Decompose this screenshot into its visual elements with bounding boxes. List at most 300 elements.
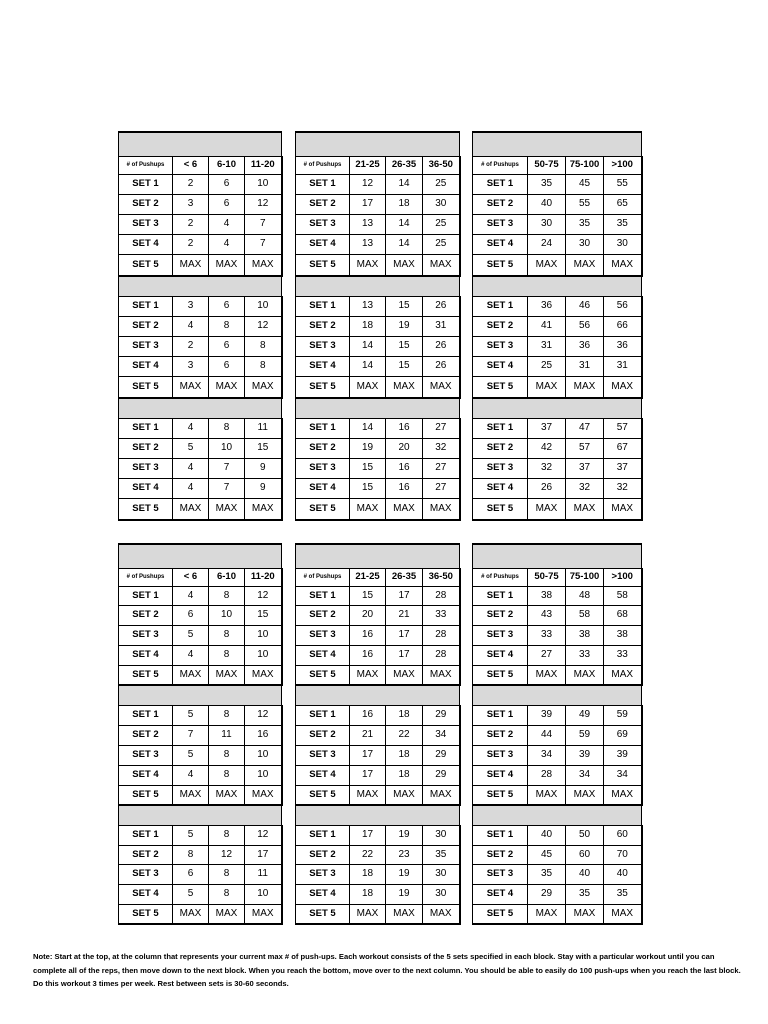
set-row xyxy=(473,785,642,805)
rep-count-cell: 16 xyxy=(350,625,386,645)
block-separator xyxy=(119,276,282,296)
rep-count-cell: 17 xyxy=(350,194,386,214)
set-row xyxy=(296,705,460,725)
rep-count-cell: 16 xyxy=(350,705,386,725)
rep-count-cell: 35 xyxy=(423,845,460,864)
workout-table xyxy=(118,543,283,925)
rep-count-cell: 7 xyxy=(173,725,209,745)
rep-count-cell: 13 xyxy=(350,214,386,234)
workout-table xyxy=(295,543,461,925)
rep-count-cell: 4 xyxy=(173,316,209,336)
table-title-bar xyxy=(473,544,642,568)
rep-count-cell: 6 xyxy=(209,174,245,194)
range-header: 6-10 xyxy=(209,568,245,586)
set-label: SET 1 xyxy=(119,418,173,438)
rep-count-cell: 2 xyxy=(173,174,209,194)
set-label: SET 4 xyxy=(473,356,528,376)
rep-count-cell: 56 xyxy=(604,296,642,316)
set-row xyxy=(473,605,642,625)
rep-count-cell: MAX xyxy=(386,376,423,398)
set-label: SET 5 xyxy=(296,498,350,520)
rep-count-cell: 38 xyxy=(604,625,642,645)
rep-count-cell: 14 xyxy=(386,234,423,254)
rep-count-cell: 28 xyxy=(423,625,460,645)
rep-count-cell: 30 xyxy=(604,234,642,254)
rep-count-cell: MAX xyxy=(528,904,566,924)
pushups-header-label: # of Pushups xyxy=(473,156,528,174)
rep-count-cell: 66 xyxy=(604,316,642,336)
rep-count-cell: MAX xyxy=(604,376,642,398)
rep-count-cell: 17 xyxy=(386,586,423,605)
rep-count-cell: 21 xyxy=(386,605,423,625)
rep-count-cell: 15 xyxy=(245,605,282,625)
rep-count-cell: 8 xyxy=(209,586,245,605)
range-header: 36-50 xyxy=(423,568,460,586)
block-separator xyxy=(473,685,642,705)
set-label: SET 5 xyxy=(473,376,528,398)
set-label: SET 2 xyxy=(119,438,173,458)
rep-count-cell: MAX xyxy=(528,254,566,276)
set-row xyxy=(119,296,282,316)
rep-count-cell: MAX xyxy=(386,665,423,685)
rep-count-cell: 7 xyxy=(245,214,282,234)
range-header: 36-50 xyxy=(423,156,460,174)
rep-count-cell: 22 xyxy=(386,725,423,745)
set-label: SET 3 xyxy=(296,458,350,478)
set-row xyxy=(296,356,460,376)
rep-count-cell: MAX xyxy=(245,665,282,685)
rep-count-cell: 5 xyxy=(173,705,209,725)
rep-count-cell: MAX xyxy=(245,376,282,398)
block-separator-cell xyxy=(119,805,282,825)
table-header-row xyxy=(296,156,460,174)
rep-count-cell: 6 xyxy=(209,296,245,316)
rep-count-cell: 48 xyxy=(566,586,604,605)
set-row xyxy=(296,418,460,438)
rep-count-cell: 12 xyxy=(245,194,282,214)
instructions-note: Note: Start at the top, at the column that represents your current max # of push-ups. Each workout consists of the 5 sets specified in each block. Stay with a particular workout until you can complete all of the reps, then move down to the next block. When you reach the bottom, move over to the next column. You should be able to easily do 100 push-ups when you reach the last block. Do this workout 3 times per week. Rest between sets is 30-60 seconds. xyxy=(33,952,741,988)
rep-count-cell: 14 xyxy=(386,214,423,234)
set-row xyxy=(473,458,642,478)
set-label: SET 5 xyxy=(473,498,528,520)
set-row xyxy=(296,478,460,498)
set-row xyxy=(119,705,282,725)
rep-count-cell: 16 xyxy=(386,458,423,478)
rep-count-cell: MAX xyxy=(566,665,604,685)
rep-count-cell: 26 xyxy=(423,296,460,316)
set-label: SET 2 xyxy=(473,725,528,745)
range-header: >100 xyxy=(604,156,642,174)
set-row xyxy=(296,194,460,214)
table-title-cell xyxy=(296,544,460,568)
rep-count-cell: 55 xyxy=(604,174,642,194)
block-separator xyxy=(296,685,460,705)
rep-count-cell: 57 xyxy=(604,418,642,438)
rep-count-cell: 50 xyxy=(566,825,604,845)
rep-count-cell: 10 xyxy=(209,438,245,458)
rep-count-cell: MAX xyxy=(386,498,423,520)
pushups-header-label: # of Pushups xyxy=(119,568,173,586)
rep-count-cell: 35 xyxy=(604,214,642,234)
rep-count-cell: MAX xyxy=(566,254,604,276)
rep-count-cell: 15 xyxy=(350,586,386,605)
rep-count-cell: 40 xyxy=(566,864,604,884)
rep-count-cell: MAX xyxy=(423,904,460,924)
set-row xyxy=(296,316,460,336)
rep-count-cell: 57 xyxy=(566,438,604,458)
rep-count-cell: 25 xyxy=(528,356,566,376)
rep-count-cell: 29 xyxy=(528,884,566,904)
rep-count-cell: 42 xyxy=(528,438,566,458)
set-row xyxy=(473,376,642,398)
set-row xyxy=(296,296,460,316)
rep-count-cell: 28 xyxy=(528,765,566,785)
table-title-bar xyxy=(296,132,460,156)
rep-count-cell: MAX xyxy=(350,376,386,398)
rep-count-cell: 18 xyxy=(350,316,386,336)
rep-count-cell: 8 xyxy=(209,884,245,904)
set-label: SET 3 xyxy=(296,214,350,234)
rep-count-cell: MAX xyxy=(528,498,566,520)
set-label: SET 1 xyxy=(296,296,350,316)
rep-count-cell: 33 xyxy=(566,645,604,665)
rep-count-cell: 30 xyxy=(423,884,460,904)
set-row xyxy=(119,845,282,864)
rep-count-cell: 39 xyxy=(604,745,642,765)
rep-count-cell: 28 xyxy=(423,645,460,665)
set-row xyxy=(473,194,642,214)
rep-count-cell: 17 xyxy=(386,645,423,665)
block-separator-cell xyxy=(119,276,282,296)
set-label: SET 4 xyxy=(473,234,528,254)
set-label: SET 2 xyxy=(473,845,528,864)
block-separator-cell xyxy=(473,685,642,705)
rep-count-cell: 35 xyxy=(528,864,566,884)
rep-count-cell: MAX xyxy=(209,254,245,276)
rep-count-cell: MAX xyxy=(566,376,604,398)
rep-count-cell: 55 xyxy=(566,194,604,214)
set-label: SET 5 xyxy=(296,254,350,276)
rep-count-cell: 36 xyxy=(566,336,604,356)
set-label: SET 1 xyxy=(473,174,528,194)
set-label: SET 4 xyxy=(473,884,528,904)
rep-count-cell: 18 xyxy=(386,745,423,765)
rep-count-cell: MAX xyxy=(245,498,282,520)
set-label: SET 5 xyxy=(296,904,350,924)
set-label: SET 1 xyxy=(296,174,350,194)
table-title-bar xyxy=(119,132,282,156)
set-label: SET 4 xyxy=(119,884,173,904)
rep-count-cell: 38 xyxy=(528,586,566,605)
set-label: SET 4 xyxy=(473,645,528,665)
set-row xyxy=(119,745,282,765)
range-header: 75-100 xyxy=(566,568,604,586)
rep-count-cell: MAX xyxy=(566,498,604,520)
set-row xyxy=(296,625,460,645)
rep-count-cell: 59 xyxy=(566,725,604,745)
rep-count-cell: 17 xyxy=(350,765,386,785)
rep-count-cell: 8 xyxy=(209,316,245,336)
rep-count-cell: 8 xyxy=(245,336,282,356)
rep-count-cell: 31 xyxy=(604,356,642,376)
rep-count-cell: 36 xyxy=(604,336,642,356)
set-label: SET 1 xyxy=(119,296,173,316)
pushups-header-label: # of Pushups xyxy=(296,568,350,586)
rep-count-cell: 2 xyxy=(173,214,209,234)
set-row xyxy=(473,478,642,498)
rep-count-cell: 18 xyxy=(386,194,423,214)
rep-count-cell: MAX xyxy=(423,376,460,398)
set-label: SET 3 xyxy=(473,745,528,765)
table-title-bar xyxy=(119,544,282,568)
rep-count-cell: 2 xyxy=(173,234,209,254)
set-label: SET 2 xyxy=(296,725,350,745)
rep-count-cell: MAX xyxy=(209,785,245,805)
set-row xyxy=(473,725,642,745)
set-row xyxy=(119,174,282,194)
rep-count-cell: 16 xyxy=(386,478,423,498)
rep-count-cell: MAX xyxy=(604,498,642,520)
rep-count-cell: 32 xyxy=(423,438,460,458)
set-label: SET 5 xyxy=(119,904,173,924)
table-header-row xyxy=(119,156,282,174)
range-header: < 6 xyxy=(173,568,209,586)
block-separator-cell xyxy=(296,805,460,825)
table-title-cell xyxy=(296,132,460,156)
block-separator xyxy=(119,805,282,825)
rep-count-cell: 68 xyxy=(604,605,642,625)
rep-count-cell: MAX xyxy=(386,904,423,924)
rep-count-cell: 8 xyxy=(209,645,245,665)
rep-count-cell: 25 xyxy=(423,214,460,234)
rep-count-cell: 40 xyxy=(528,825,566,845)
rep-count-cell: MAX xyxy=(423,254,460,276)
table-header-row xyxy=(296,568,460,586)
block-separator-cell xyxy=(296,685,460,705)
set-label: SET 4 xyxy=(473,478,528,498)
rep-count-cell: 6 xyxy=(209,336,245,356)
rep-count-cell: 19 xyxy=(350,438,386,458)
range-header: 21-25 xyxy=(350,156,386,174)
rep-count-cell: 6 xyxy=(173,864,209,884)
rep-count-cell: 32 xyxy=(528,458,566,478)
set-row xyxy=(473,174,642,194)
rep-count-cell: 10 xyxy=(245,765,282,785)
rep-count-cell: 59 xyxy=(604,705,642,725)
rep-count-cell: 5 xyxy=(173,745,209,765)
set-row xyxy=(119,376,282,398)
set-row xyxy=(296,438,460,458)
rep-count-cell: MAX xyxy=(209,904,245,924)
set-row xyxy=(119,336,282,356)
set-row xyxy=(296,498,460,520)
rep-count-cell: MAX xyxy=(350,254,386,276)
set-label: SET 5 xyxy=(473,904,528,924)
rep-count-cell: 29 xyxy=(423,705,460,725)
set-label: SET 3 xyxy=(119,625,173,645)
rep-count-cell: 39 xyxy=(566,745,604,765)
rep-count-cell: 4 xyxy=(173,645,209,665)
rep-count-cell: MAX xyxy=(423,665,460,685)
block-separator xyxy=(473,398,642,418)
rep-count-cell: 40 xyxy=(528,194,566,214)
rep-count-cell: 65 xyxy=(604,194,642,214)
rep-count-cell: 32 xyxy=(604,478,642,498)
set-label: SET 3 xyxy=(473,336,528,356)
pushups-header-label: # of Pushups xyxy=(473,568,528,586)
rep-count-cell: MAX xyxy=(423,498,460,520)
rep-count-cell: MAX xyxy=(350,498,386,520)
set-row xyxy=(473,498,642,520)
set-label: SET 3 xyxy=(296,745,350,765)
rep-count-cell: 58 xyxy=(604,586,642,605)
set-label: SET 4 xyxy=(296,765,350,785)
rep-count-cell: 56 xyxy=(566,316,604,336)
rep-count-cell: 37 xyxy=(604,458,642,478)
set-row xyxy=(119,438,282,458)
set-label: SET 5 xyxy=(119,785,173,805)
set-label: SET 4 xyxy=(296,356,350,376)
set-row xyxy=(119,316,282,336)
table-header-row xyxy=(473,156,642,174)
set-row xyxy=(473,904,642,924)
rep-count-cell: 25 xyxy=(423,234,460,254)
rep-count-cell: 9 xyxy=(245,478,282,498)
rep-count-cell: MAX xyxy=(350,785,386,805)
set-row xyxy=(473,884,642,904)
block-separator-cell xyxy=(296,276,460,296)
set-label: SET 3 xyxy=(473,458,528,478)
set-row xyxy=(296,458,460,478)
set-label: SET 5 xyxy=(296,785,350,805)
rep-count-cell: 10 xyxy=(245,645,282,665)
rep-count-cell: 27 xyxy=(423,478,460,498)
rep-count-cell: MAX xyxy=(245,254,282,276)
rep-count-cell: 12 xyxy=(245,705,282,725)
set-row xyxy=(296,174,460,194)
block-separator-cell xyxy=(473,805,642,825)
rep-count-cell: 26 xyxy=(423,356,460,376)
rep-count-cell: 31 xyxy=(423,316,460,336)
rep-count-cell: 12 xyxy=(209,845,245,864)
set-label: SET 5 xyxy=(296,665,350,685)
set-label: SET 5 xyxy=(119,376,173,398)
set-row xyxy=(119,864,282,884)
set-label: SET 3 xyxy=(119,214,173,234)
set-label: SET 4 xyxy=(296,884,350,904)
rep-count-cell: 3 xyxy=(173,356,209,376)
rep-count-cell: MAX xyxy=(209,498,245,520)
block-separator xyxy=(296,276,460,296)
rep-count-cell: 67 xyxy=(604,438,642,458)
workout-table xyxy=(295,131,461,521)
rep-count-cell: 58 xyxy=(566,605,604,625)
set-row xyxy=(473,336,642,356)
set-row xyxy=(119,884,282,904)
set-row xyxy=(473,296,642,316)
rep-count-cell: 17 xyxy=(245,845,282,864)
rep-count-cell: 34 xyxy=(423,725,460,745)
table-header-row xyxy=(473,568,642,586)
workout-table xyxy=(472,131,643,521)
rep-count-cell: 8 xyxy=(209,705,245,725)
set-row xyxy=(119,458,282,478)
set-row xyxy=(119,605,282,625)
rep-count-cell: MAX xyxy=(173,254,209,276)
rep-count-cell: 13 xyxy=(350,234,386,254)
rep-count-cell: 38 xyxy=(566,625,604,645)
workout-table xyxy=(472,543,643,925)
rep-count-cell: 60 xyxy=(604,825,642,845)
set-label: SET 3 xyxy=(473,625,528,645)
set-label: SET 3 xyxy=(296,625,350,645)
rep-count-cell: MAX xyxy=(245,904,282,924)
set-row xyxy=(296,605,460,625)
rep-count-cell: 5 xyxy=(173,438,209,458)
pushups-header-label: # of Pushups xyxy=(119,156,173,174)
range-header: 26-35 xyxy=(386,568,423,586)
rep-count-cell: 20 xyxy=(386,438,423,458)
rep-count-cell: 33 xyxy=(528,625,566,645)
set-label: SET 2 xyxy=(473,438,528,458)
rep-count-cell: 5 xyxy=(173,825,209,845)
rep-count-cell: MAX xyxy=(173,904,209,924)
rep-count-cell: 33 xyxy=(604,645,642,665)
rep-count-cell: 15 xyxy=(386,336,423,356)
set-label: SET 2 xyxy=(296,316,350,336)
rep-count-cell: 4 xyxy=(173,478,209,498)
rep-count-cell: 6 xyxy=(173,605,209,625)
rep-count-cell: 12 xyxy=(245,586,282,605)
set-row xyxy=(119,254,282,276)
rep-count-cell: 12 xyxy=(245,825,282,845)
rep-count-cell: 7 xyxy=(209,478,245,498)
rep-count-cell: 4 xyxy=(209,234,245,254)
set-label: SET 5 xyxy=(473,665,528,685)
set-label: SET 3 xyxy=(473,864,528,884)
range-header: 11-20 xyxy=(245,568,282,586)
set-label: SET 4 xyxy=(119,234,173,254)
rep-count-cell: 27 xyxy=(528,645,566,665)
rep-count-cell: 14 xyxy=(386,174,423,194)
set-label: SET 3 xyxy=(119,745,173,765)
rep-count-cell: 17 xyxy=(350,745,386,765)
rep-count-cell: 44 xyxy=(528,725,566,745)
set-label: SET 5 xyxy=(473,254,528,276)
rep-count-cell: 6 xyxy=(209,356,245,376)
set-row xyxy=(296,904,460,924)
rep-count-cell: 8 xyxy=(209,825,245,845)
set-row xyxy=(119,194,282,214)
rep-count-cell: 27 xyxy=(423,458,460,478)
set-row xyxy=(119,234,282,254)
set-row xyxy=(296,725,460,745)
set-row xyxy=(473,356,642,376)
rep-count-cell: 41 xyxy=(528,316,566,336)
table-title-cell xyxy=(119,132,282,156)
block-separator xyxy=(473,276,642,296)
set-label: SET 2 xyxy=(296,845,350,864)
rep-count-cell: MAX xyxy=(386,254,423,276)
set-label: SET 3 xyxy=(119,864,173,884)
set-row xyxy=(296,785,460,805)
rep-count-cell: 36 xyxy=(528,296,566,316)
rep-count-cell: 18 xyxy=(386,765,423,785)
rep-count-cell: 4 xyxy=(173,418,209,438)
rep-count-cell: MAX xyxy=(386,785,423,805)
rep-count-cell: 45 xyxy=(528,845,566,864)
set-label: SET 2 xyxy=(119,845,173,864)
